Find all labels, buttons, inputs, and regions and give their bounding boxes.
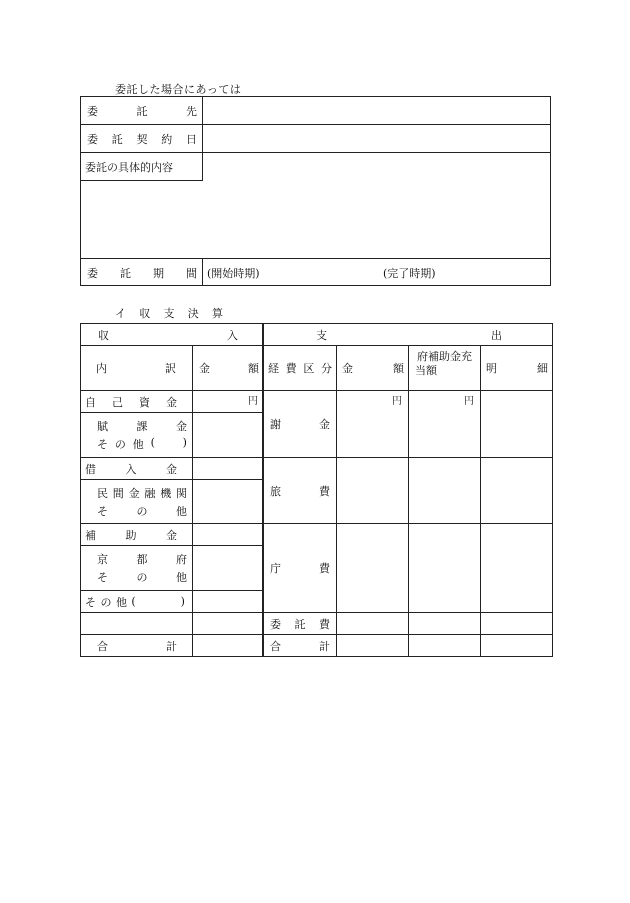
expense-row-honorarium: 謝 金 [270,418,330,431]
budget-section-heading: イ 収 支 決 算 [115,307,223,320]
yen-unit-expense: 円 [392,396,402,407]
column-subsidy: 府補助金充 当額 [415,350,472,377]
entrust-period-end[interactable]: (完了時期) [383,266,436,280]
income-row-own-funds: 自 己 資 金 [85,395,177,409]
income-row-other: そ の 他 ( ) [85,595,185,609]
income-row-kyoto: 京 都 府 そ の 他 [97,553,187,584]
yen-unit-income: 円 [248,396,258,407]
yen-unit-subsidy: 円 [464,396,474,407]
entrust-period-label: 委 託 期 間 [87,266,197,280]
column-expense-amount: 金 額 [342,362,404,375]
entrust-details-field[interactable] [203,153,550,258]
column-breakdown: 内 訳 [96,362,176,375]
income-row-private-finance: 民 間 金 融 機 関 そ の 他 [97,486,187,518]
expense-row-travel: 旅 費 [270,484,330,498]
entrust-contract-date-field[interactable] [203,125,550,152]
income-row-total: 合 計 [97,640,177,653]
expense-header: 支 出 [316,328,502,342]
expense-row-office: 庁 費 [270,562,330,575]
entrust-period-start[interactable]: (開始時期) [207,266,260,280]
income-row-levy-other: 賦 課 金 そ の 他 ( ) [97,420,187,451]
entrust-contract-date-label: 委 託 契 約 日 [87,132,197,146]
entrust-details-label: 委託の具体的内容 [85,160,173,174]
expense-row-total: 合 計 [270,640,330,653]
entrust-section-heading: 委託した場合にあっては [115,83,242,96]
income-row-subsidy: 補 助 金 [85,528,177,542]
entrust-contractor-label: 委 託 先 [87,104,197,118]
expense-row-entrust-fee: 委 託 費 [270,617,330,631]
income-header: 収 入 [98,328,238,342]
column-details: 明 細 [486,362,548,375]
income-row-borrowing: 借 入 金 [85,462,177,476]
entrust-contractor-field[interactable] [203,97,550,124]
column-expense-category: 経 費 区 分 [268,362,332,375]
column-income-amount: 金 額 [199,362,259,375]
